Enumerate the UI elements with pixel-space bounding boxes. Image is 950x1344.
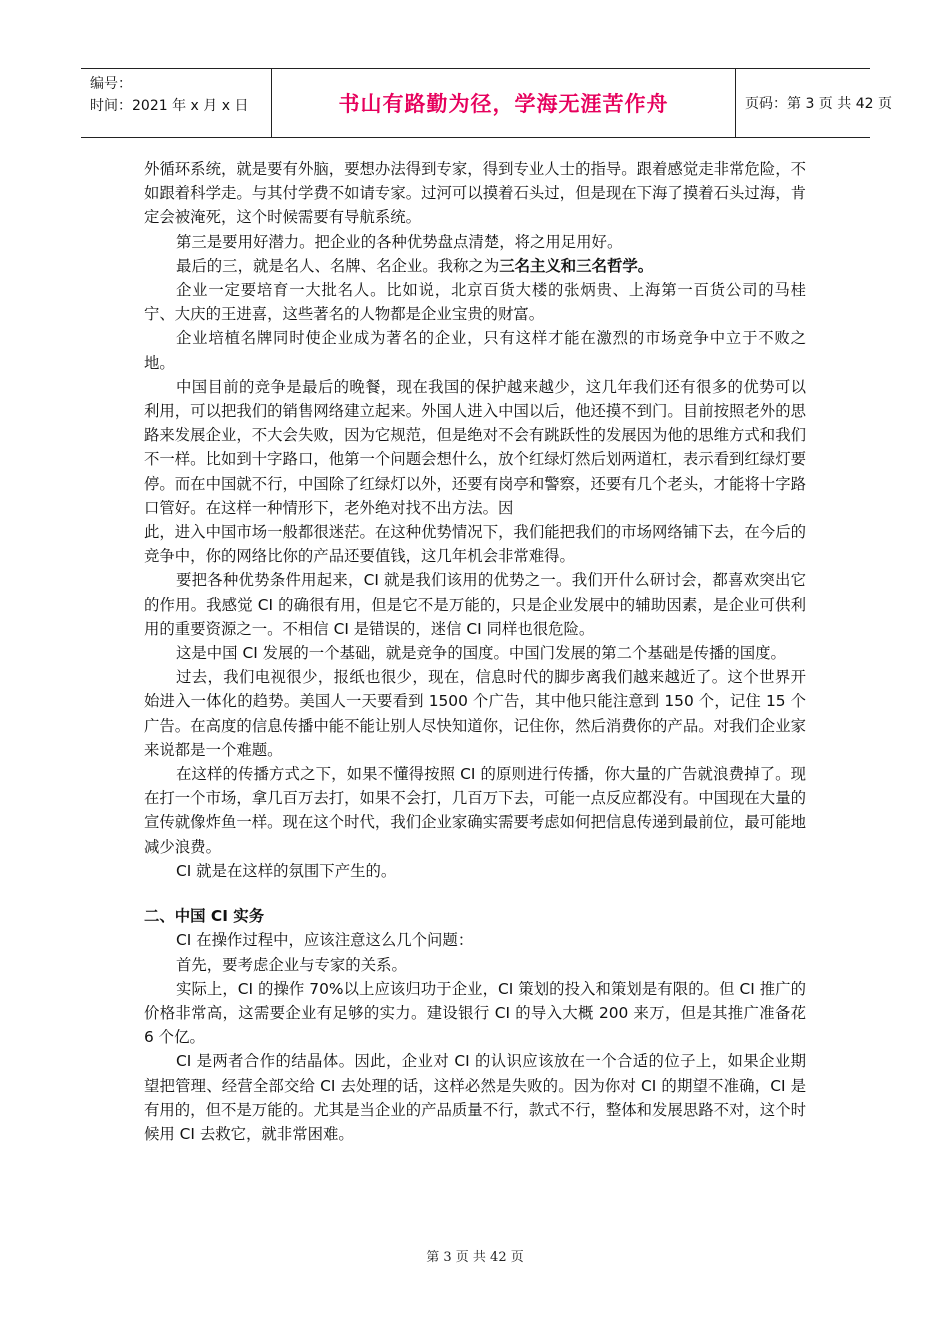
paragraph: 外循环系统，就是要有外脑，要想办法得到专家，得到专业人士的指导。跟着感觉走非常危险，不如跟着科学走。与其付学费不如请专家。过河可以摸着石头过，但是现在下海了摸着石头过海，肯定会被淹死，这个时候需要有导航系统。 (144, 160, 806, 227)
page-footer: 第 3 页 共 42 页 (426, 1250, 524, 1265)
paragraph: 在这样的传播方式之下，如果不懂得按照 CI 的原则进行传播，你大量的广告就浪费掉了。现在打一个市场，拿几百万去打，如果不会打，几百万下去，可能一点反应都没有。中国现在大量的宣传就像炸鱼一样。现在这个时代，我们企业家确实需要考虑如何把信息传递到最前位，最可能地减少浪费。 (144, 765, 806, 856)
header-page-info: 页码：第 3 页 共 42 页 (745, 96, 892, 112)
doc-date-label: 时间：2021 年 x 月 x 日 (90, 98, 249, 114)
paragraph: 这是中国 CI 发展的一个基础，就是竞争的国度。中国门发展的第二个基础是传播的国度。 (176, 644, 786, 663)
paragraph: 企业培植名牌同时使企业成为著名的企业，只有这样才能在激烈的市场竞争中立于不败之地。 (144, 329, 806, 372)
paragraph: CI 就是在这样的氛围下产生的。 (176, 861, 397, 880)
paragraph: 企业一定要培育一大批名人。比如说，北京百货大楼的张炳贵、上海第一百货公司的马桂宁、大庆的王进喜，这些著名的人物都是企业宝贵的财富。 (144, 281, 806, 324)
bold-phrase: 三名主义和三名哲学。 (499, 256, 654, 275)
header-meta (81, 69, 271, 137)
paragraph: CI 在操作过程中，应该注意这么几个问题： (176, 931, 474, 950)
section-heading: 二、中国 CI 实务 (144, 907, 265, 926)
paragraph: 此，进入中国市场一般都很迷茫。在这种优势情况下，我们能把我们的市场网络铺下去，在今后的竞争中，你的网络比你的产品还要值钱，这几年机会非常难得。 (144, 523, 806, 566)
paragraph: 第三是要用好潜力。把企业的各种优势盘点清楚，将之用足用好。 (176, 232, 623, 251)
paragraph: 过去，我们电视很少，报纸也很少，现在，信息时代的脚步离我们越来越近了。这个世界开始进入一体化的趋势。美国人一天要看到 1500 个广告，其中他只能注意到 150 个，记住 15 个广告。在高度的信息传播中能不能让别人尽快知道你，记住你，然后消费你的产品。对我们企业家来说都是一个难题。 (144, 668, 806, 759)
paragraph: CI 是两者合作的结晶体。因此，企业对 CI 的认识应该放在一个合适的位子上，如果企业期望把管理、经营全部交给 CI 去处理的话，这样必然是失败的。因为你对 CI 的期望不准确，CI 是有用的，但不是万能的。尤其是当企业的产品质量不行，款式不行，整体和发展思路不对，这个时候用 CI 去救它，就非常困难。 (144, 1052, 806, 1143)
doc-number-label: 编号： (90, 76, 132, 92)
document-body (144, 157, 806, 1146)
paragraph: 要把各种优势条件用起来，CI 就是我们该用的优势之一。我们开什么研讨会，都喜欢突出它的作用。我感觉 CI 的确很有用，但是它不是万能的，只是企业发展中的辅助因素，是企业可供利用的重要资源之一。不相信 CI 是错误的，迷信 CI 同样也很危险。 (144, 571, 806, 638)
paragraph (144, 254, 806, 278)
header-motto: 书山有路勤为径，学海无涯苦作舟 (271, 69, 736, 137)
paragraph: 实际上，CI 的操作 70%以上应该归功于企业，CI 策划的投入和策划是有限的。但 CI 推广的价格非常高，这需要企业有足够的实力。建设银行 CI 的导入大概 200 来万，但是其推广准备花 6 个亿。 (144, 979, 806, 1047)
page-header (81, 68, 892, 138)
paragraph-text: 最后的三，就是名人、名牌、名企业。我称之为 (176, 256, 500, 275)
paragraph: 中国目前的竞争是最后的晚餐，现在我国的保护越来越少，这几年我们还有很多的优势可以利用，可以把我们的销售网络建立起来。外国人进入中国以后，他还摸不到门。目前按照老外的思路来发展企业，不大会失败，因为它规范，但是绝对不会有跳跃性的发展因为他的思维方式和我们不一样。比如到十字路口，他第一个问题会想什么，放个红绿灯然后划两道杠，表示看到红绿灯要停。而在中国就不行，中国除了红绿灯以外，还要有岗亭和警察，还要有几个老头，才能将十字路口管好。在这样一种情形下，老外绝对找不出方法。因 (144, 377, 806, 517)
paragraph: 首先，要考虑企业与专家的关系。 (176, 955, 407, 974)
